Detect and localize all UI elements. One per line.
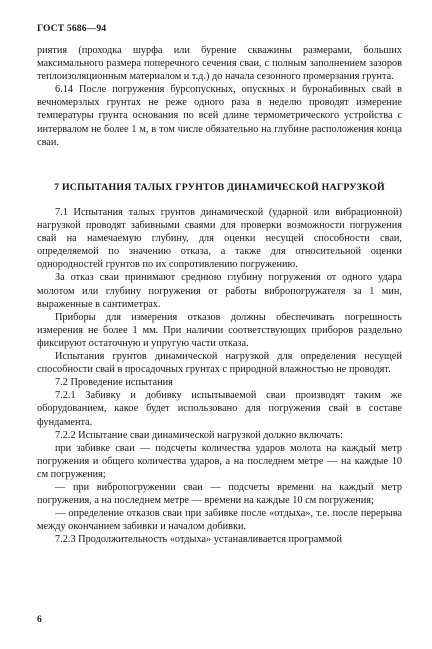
subsection-heading-7-2: 7.2 Проведение испытания [55, 377, 173, 389]
paragraph-otkaz-definition: За отказ сваи принимают среднюю глубину погружения от одного удара молотом или глубину погружения от работы вибропогружателя за 1 мин, выраженные в сантиметрах. [37, 272, 402, 310]
paragraph-instruments: Приборы для измерения отказов должны обеспечивать погрешность измерения не более 1 мм. При наличии соответствующих приборов раздельно фиксируют остаточную и упругую части отказа. [37, 311, 402, 349]
list-item-vibration: — при вибропогружении сваи — подсчеты времени на каждый метр погружения, а на последнем метре — времени на каждые 10 см погружения; [37, 481, 402, 507]
section-heading: 7 ИСПЫТАНИЯ ТАЛЫХ ГРУНТОВ ДИНАМИЧЕСКОЙ НАГРУЗКОЙ [54, 182, 385, 193]
running-header: ГОСТ 5686—94 [37, 24, 107, 34]
paragraph-continuation: риятия (проходка шурфа или бурение скважины размерами, больших максимального размера поперечного сечения сваи, с полным заполнением зазоров теплоизоляционным материалом и т.д.) до начала сезонного промерзания грунта. [37, 45, 402, 83]
list-item-driving: при забивке сваи — подсчеты количества ударов молота на каждый метр погружения и общего количества ударов, а на последнем метре — на каждые 10 см погружения; [37, 442, 402, 480]
paragraph-7-2-3: 7.2.3 Продолжительность «отдыха» устанавливается программой [55, 534, 342, 546]
paragraph-7-2-2: 7.2.2 Испытание сваи динамической нагрузкой должно включать: [55, 429, 343, 441]
list-item-refusal: — определение отказов сваи при забивке после «отдыха», т.е. после перерыва между окончанием забивки и началом добивки. [37, 508, 402, 533]
top-text-block [37, 44, 402, 149]
paragraph-7-1: 7.1 Испытания талых грунтов динамической (ударной или вибрационной) нагрузкой проводят забивными сваями для проверки возможности погружения свай на намечаемую глубину, для оценки несущей способности сваи, определяемой по значению отказа, а также для относительной оценки однородностей грунтов по их сопротивлению погружению. [37, 207, 402, 271]
paragraph-7-2-1: 7.2.1 Забивку и добивку испытываемой сваи производят таким же оборудованием, какое будет использовано для погружения свай в составе фундамента. [37, 390, 402, 428]
main-text-block [37, 206, 402, 546]
paragraph-loess-exception: Испытания грунтов динамической нагрузкой для определения несущей способности свай в просадочных грунтах с природной влажностью не проводят. [37, 351, 402, 376]
page-number: 6 [37, 615, 42, 625]
paragraph-6-14: 6.14 После погружения бурсопускных, опускных и буронабивных свай в вечномерзлых грунтах не реже одного раза в неделю проводят измерение температуры грунта основания по всей длине термометрического устройства с интервалом не более 1 м, в том числе обязательно на глубине расположения конца сваи. [37, 84, 402, 148]
